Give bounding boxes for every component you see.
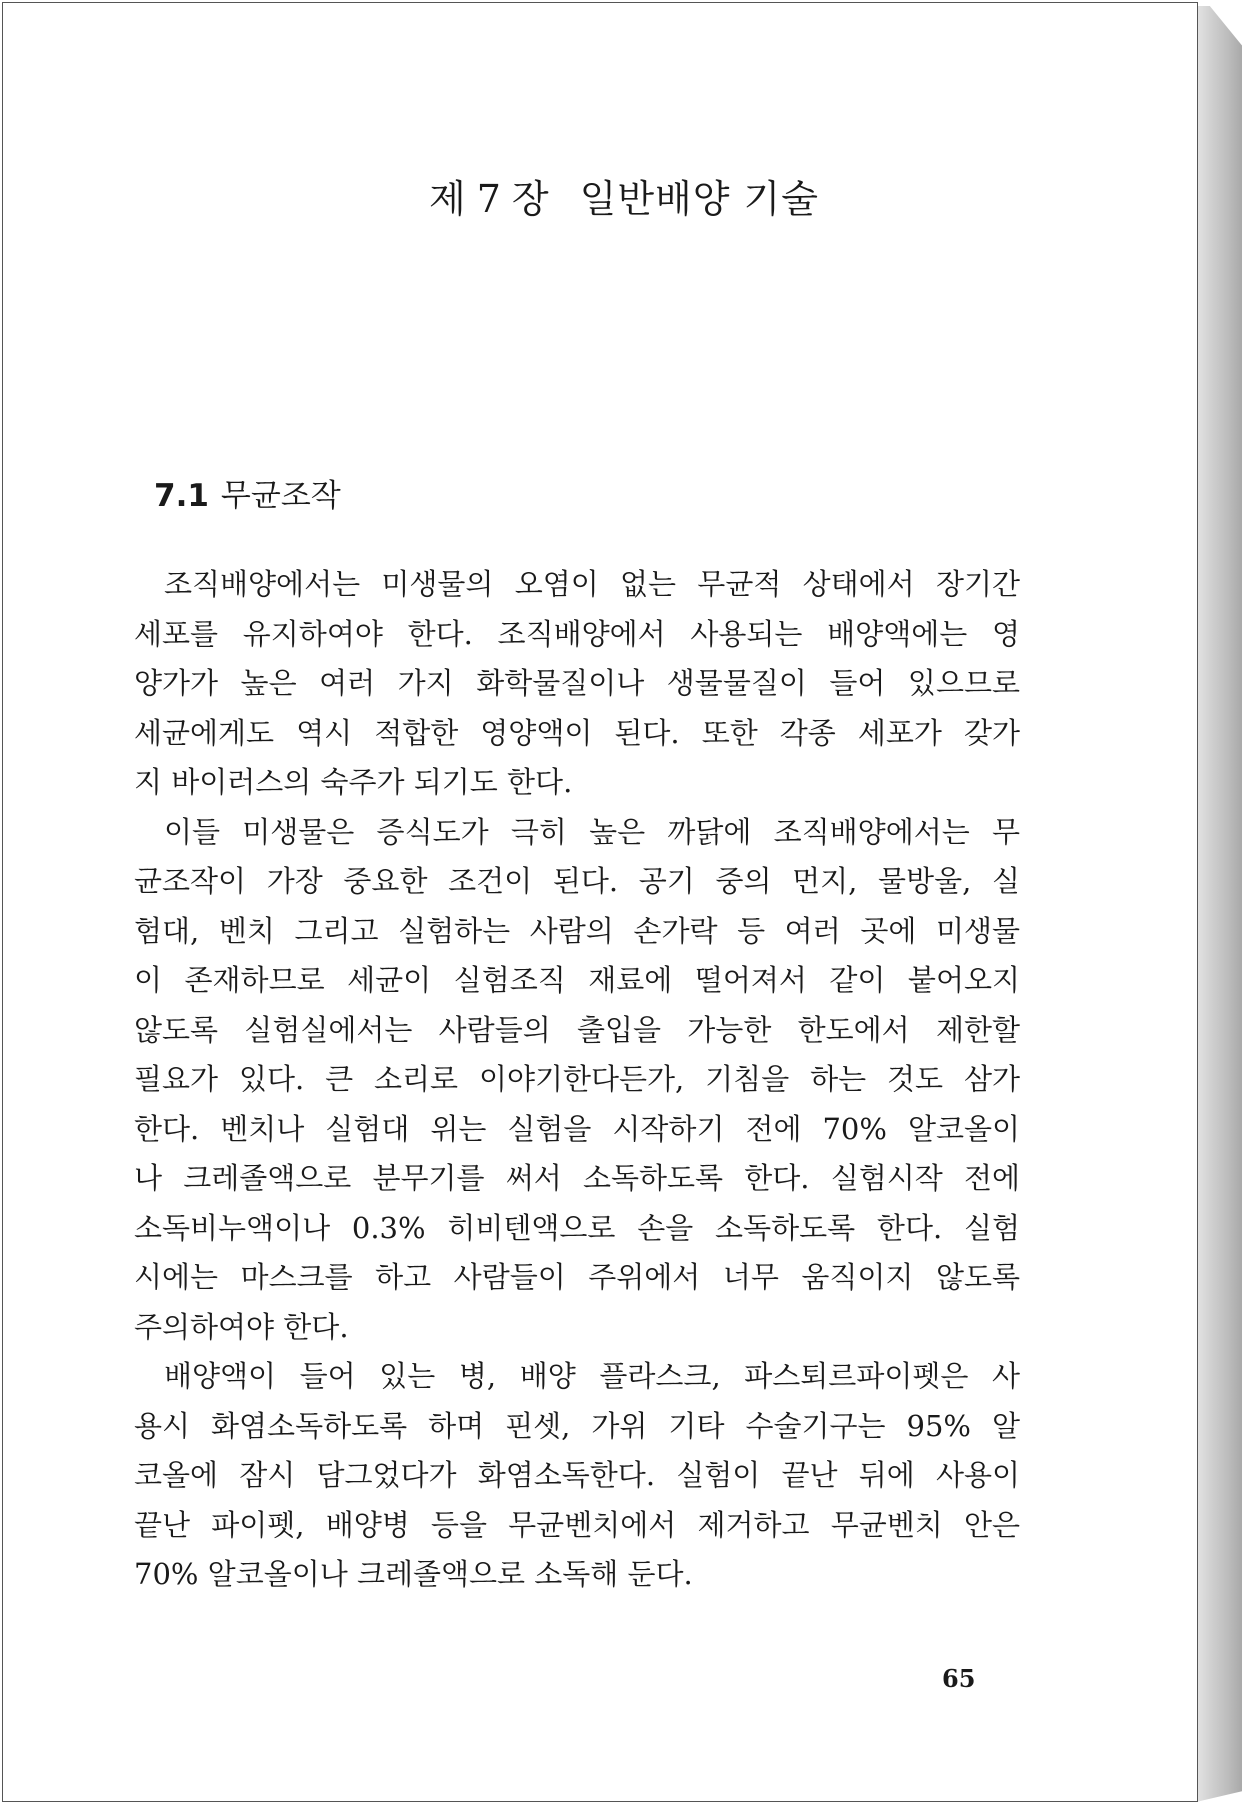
body-text: [134, 560, 1020, 1600]
text-line: 조직배양에서는 미생물의 오염이 없는 무균적 상태에서 장기간: [164, 567, 1020, 601]
text-line: 용시 화염소독하도록 하며 핀셋, 가위 기타 수술기구는 95% 알: [134, 1408, 1020, 1443]
chapter-number: 7: [476, 177, 502, 221]
text-line: 주의하여야 한다.: [134, 1309, 349, 1344]
text-line: 소독비누액이나 0.3% 히비텐액으로 손을 소독하도록 한다. 실험: [134, 1210, 1020, 1245]
text-line: 시에는 마스크를 하고 사람들이 주위에서 너무 움직이지 않도록: [134, 1260, 1020, 1294]
text-line: 끝난 파이펫, 배양병 등을 무균벤치에서 제거하고 무균벤치 안은: [134, 1507, 1020, 1542]
text-line: 이들 미생물은 증식도가 극히 높은 까닭에 조직배양에서는 무: [164, 814, 1020, 849]
chapter-suffix: 장: [511, 177, 550, 221]
chapter-prefix: 제: [429, 177, 467, 221]
text-line: 나 크레졸액으로 분무기를 써서 소독하도록 한다. 실험시작 전에: [134, 1161, 1020, 1195]
chapter-name: 일반배양 기술: [579, 177, 819, 221]
text-line: 70% 알코올이나 크레졸액으로 소독해 둔다.: [134, 1557, 693, 1591]
page-number: 65: [942, 1664, 976, 1693]
text-line: 양가가 높은 여러 가지 화학물질이나 생물물질이 들어 있으므로: [134, 666, 1020, 700]
section-heading: [154, 470, 341, 515]
chapter-title: [0, 168, 1248, 223]
text-line: 코올에 잠시 담그었다가 화염소독한다. 실험이 끝난 뒤에 사용이: [134, 1458, 1020, 1492]
text-line: 배양액이 들어 있는 병, 배양 플라스크, 파스퇴르파이펫은 사: [164, 1359, 1020, 1393]
page-edge: [1196, 6, 1242, 1802]
section-number: 7.1: [154, 478, 209, 514]
text-line: 지 바이러스의 숙주가 되기도 한다.: [134, 765, 573, 799]
text-line: 필요가 있다. 큰 소리로 이야기한다든가, 기침을 하는 것도 삼가: [134, 1062, 1020, 1096]
text-line: 세균에게도 역시 적합한 영양액이 된다. 또한 각종 세포가 갖가: [134, 715, 1020, 750]
text-line: 세포를 유지하여야 한다. 조직배양에서 사용되는 배양액에는 영: [134, 616, 1020, 651]
text-line: 않도록 실험실에서는 사람들의 출입을 가능한 한도에서 제한할: [134, 1012, 1020, 1047]
text-line: 이 존재하므로 세균이 실험조직 재료에 떨어져서 같이 붙어오지: [134, 963, 1020, 997]
text-line: 균조작이 가장 중요한 조건이 된다. 공기 중의 먼지, 물방울, 실: [134, 864, 1020, 898]
text-line: 한다. 벤치나 실험대 위는 실험을 시작하기 전에 70% 알코올이: [134, 1111, 1020, 1146]
section-title: 무균조작: [220, 478, 341, 514]
text-line: 험대, 벤치 그리고 실험하는 사람의 손가락 등 여러 곳에 미생물: [134, 913, 1020, 948]
